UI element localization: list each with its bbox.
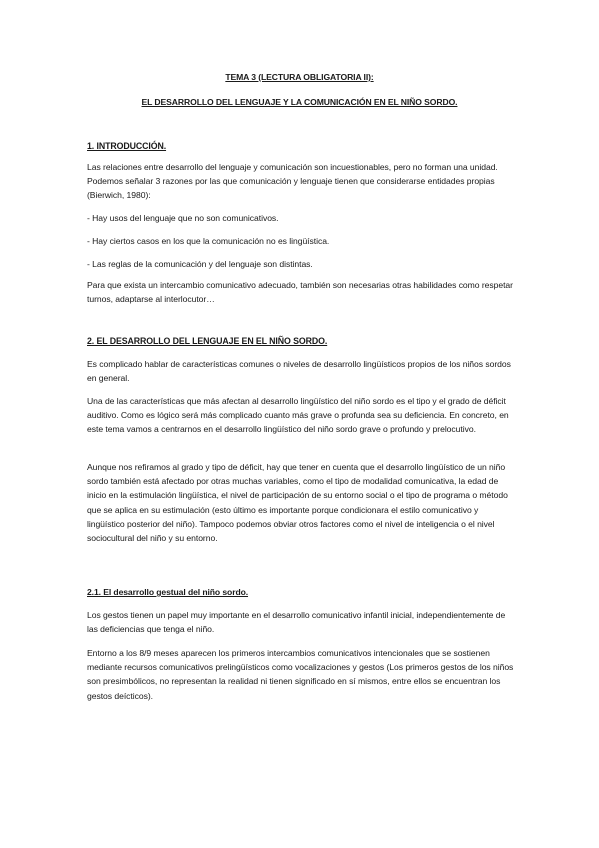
list-item: - Las reglas de la comunicación y del lenguaje son distintas. [87,259,313,269]
subsection-heading-gestual: 2.1. El desarrollo gestual del niño sordo. [87,587,249,597]
document-title: TEMA 3 (LECTURA OBLIGATORIA II): [225,72,374,82]
paragraph: Las relaciones entre desarrollo del lenguaje y comunicación son incuestionables, pero no forman una unidad. Podemos señalar 3 razones por las que comunicación y lenguaje tienen que considerarse entidades propias (Bierwich, 1980): [87,162,498,201]
paragraph: Entorno a los 8/9 meses aparecen los primeros intercambios comunicativos intencionales que se sostienen mediante recursos comunicativos prelingüísticos como vocalizaciones y gestos (Los primeros gestos de los niños son presimbólicos, no representan la realidad ni tienen significado en sí mismos, entre ellos se encuentran los gestos deícticos). [87,648,514,701]
paragraph: Aunque nos refiramos al grado y tipo de déficit, hay que tener en cuenta que el desarrollo lingüístico de un niño sordo también está afectado por otras muchas variables, como el tipo de modalidad comunicativa, la edad de inicio en la estimulación lingüística, el nivel de participación de su entorno social o el tipo de programa o método que se aplica en su estimulación (esto último es importante porque condicionara el estilo comunicativo y lingüístico posterior del niño). Tampoco podemos obviar otros factores como el nivel de inteligencia o el nivel sociocultural del niño y su entorno. [87,462,508,544]
paragraph: Los gestos tienen un papel muy importante en el desarrollo comunicativo infantil inicial, independientemente de las deficiencias que tenga el niño. [87,610,506,635]
paragraph: Es complicado hablar de características comunes o niveles de desarrollo lingüísticos propios de los niños sordos en general. [87,359,511,384]
list-item: - Hay ciertos casos en los que la comunicación no es lingüística. [87,236,330,246]
section-heading-introduccion: 1. INTRODUCCIÓN. [87,141,167,151]
list-item: - Hay usos del lenguaje que no son comunicativos. [87,213,279,223]
paragraph: Para que exista un intercambio comunicativo adecuado, también son necesarias otras habilidades como respetar turnos, adaptarse al interlocutor… [87,280,513,305]
section-heading-desarrollo: 2. EL DESARROLLO DEL LENGUAJE EN EL NIÑO SORDO. [87,336,328,346]
document-subtitle: EL DESARROLLO DEL LENGUAJE Y LA COMUNICACIÓN EN EL NIÑO SORDO. [141,97,458,107]
paragraph: Una de las características que más afectan al desarrollo lingüístico del niño sordo es el tipo y el grado de déficit auditivo. Como es lógico será más complicado cuanto más grave o profunda sea su deficiencia. En concreto, en este tema vamos a centrarnos en el desarrollo lingüístico del niño sordo grave o profundo y prelocutivo. [87,396,509,435]
